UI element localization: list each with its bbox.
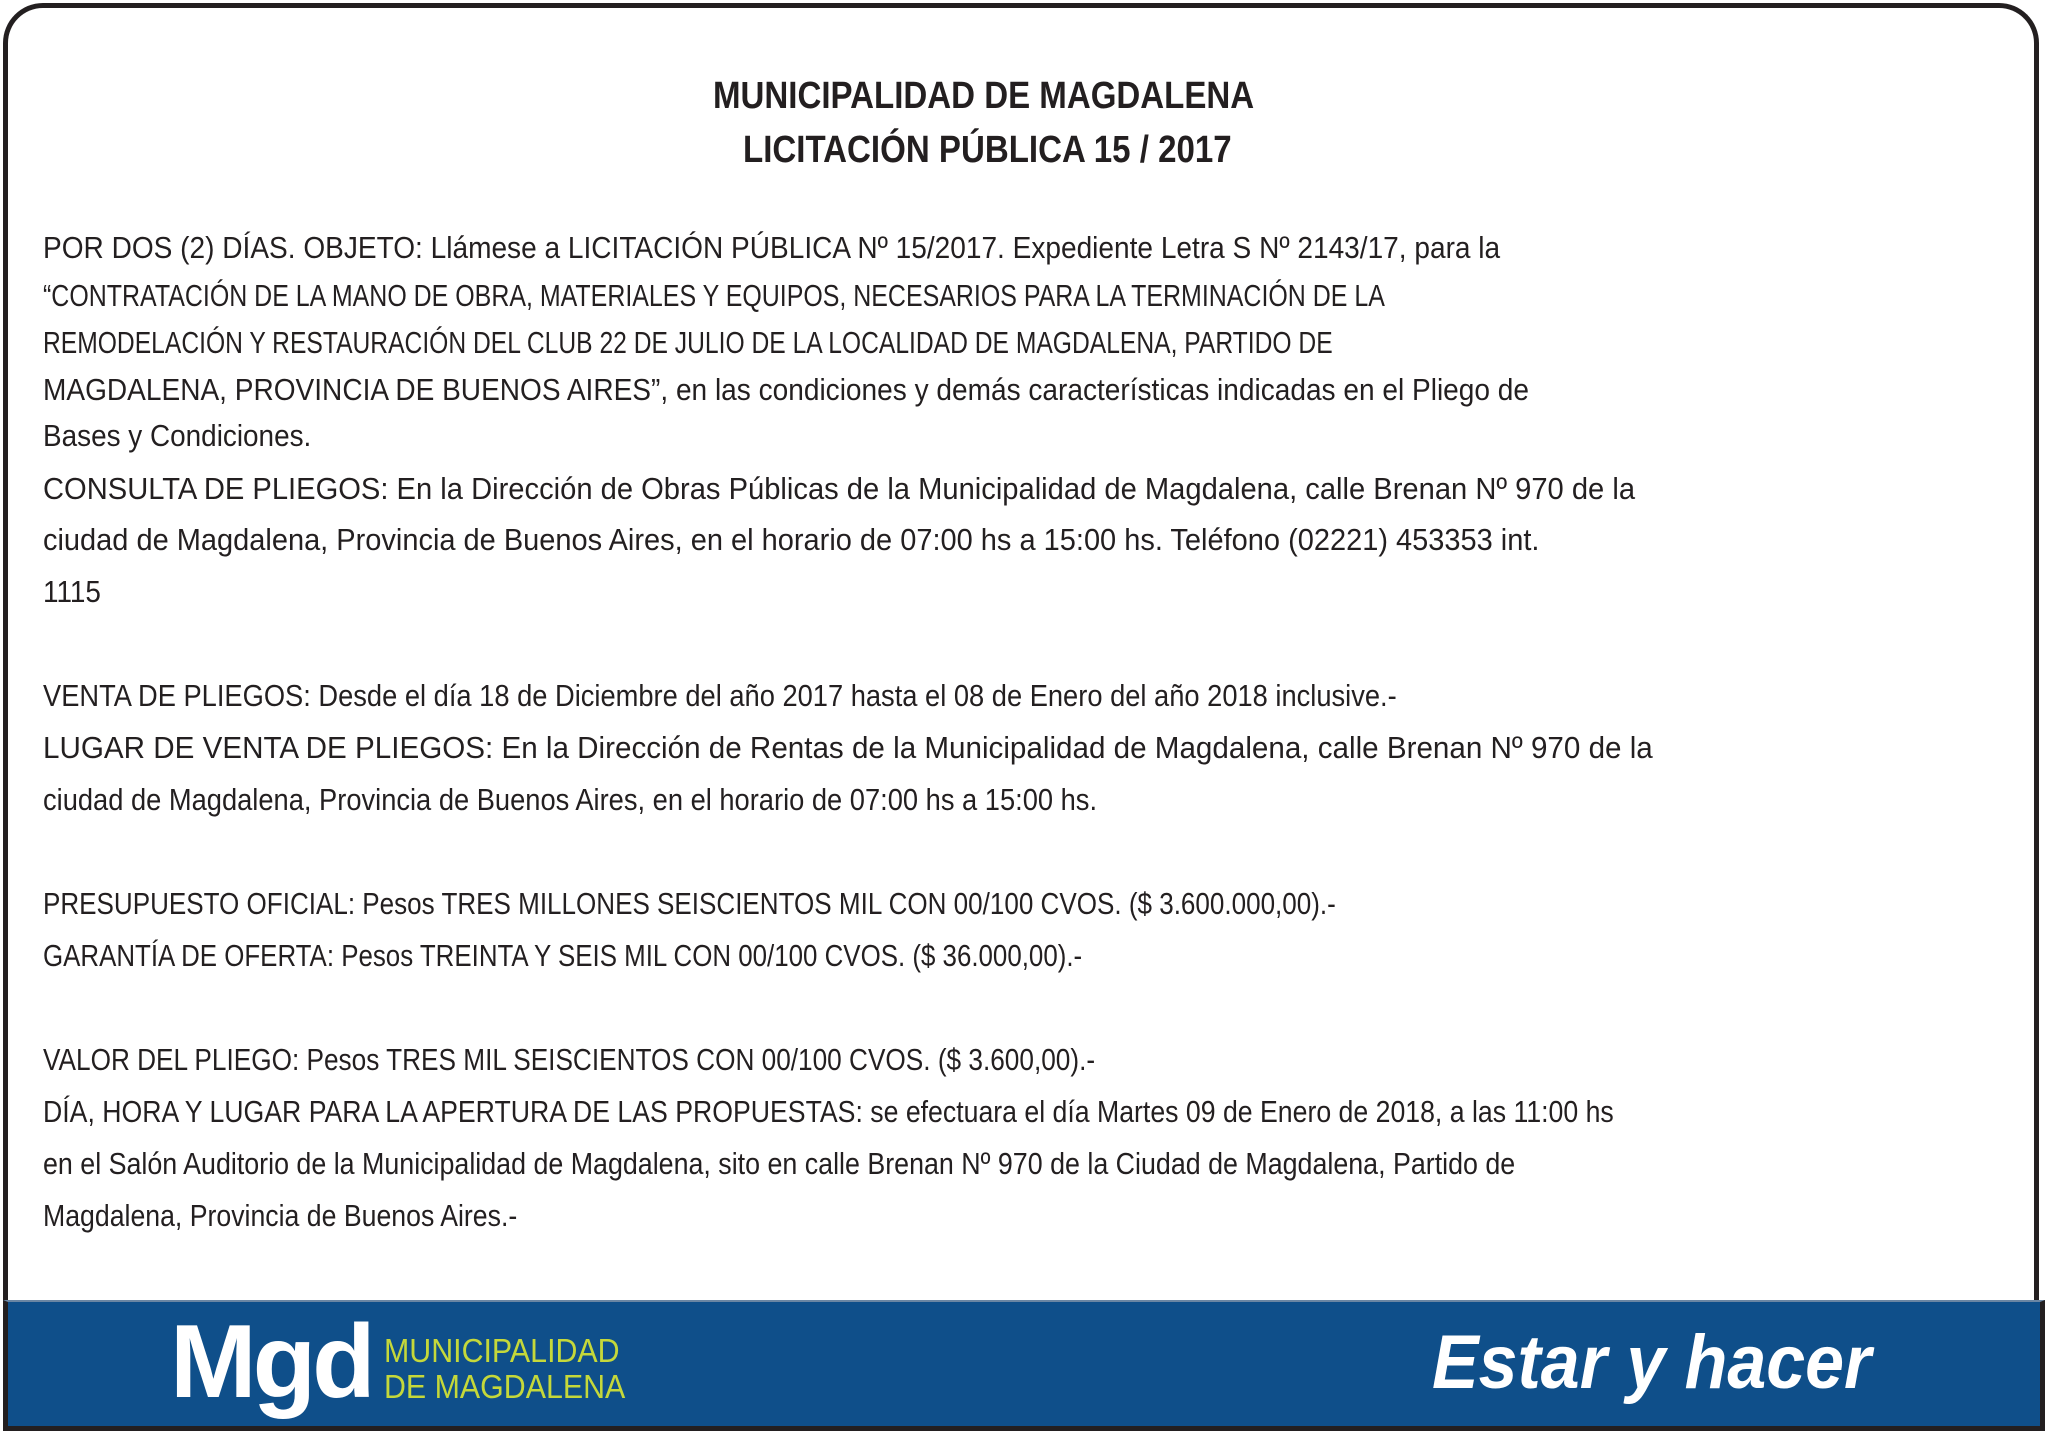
body-line: REMODELACIÓN Y RESTAURACIÓN DEL CLUB 22 DE JULIO DE LA LOCALIDAD DE MAGDALENA, PARTIDO DE (43, 325, 1333, 360)
body-line: “CONTRATACIÓN DE LA MANO DE OBRA, MATERIALES Y EQUIPOS, NECESARIOS PARA LA TERMINACIÓN DE LA (43, 278, 1385, 313)
title-tender-number: LICITACIÓN PÚBLICA 15 / 2017 (743, 129, 1232, 171)
body-line: GARANTÍA DE OFERTA: Pesos TREINTA Y SEIS MIL CON 00/100 CVOS. ($ 36.000,00).- (43, 938, 1083, 973)
logo-text-line2: DE MAGDALENA (384, 1368, 626, 1405)
body-line: Bases y Condiciones. (43, 418, 312, 453)
body-line: POR DOS (2) DÍAS. OBJETO: Llámese a LICITACIÓN PÚBLICA Nº 15/2017. Expediente Letra S Nº 2143/17, para la (43, 230, 1501, 265)
body-line: en el Salón Auditorio de la Municipalidad de Magdalena, sito en calle Brenan Nº 970 de la Ciudad de Magdalena, Partido de (43, 1146, 1516, 1181)
notice-title-line2 (0, 128, 2048, 172)
body-line: ciudad de Magdalena, Provincia de Buenos Aires, en el horario de 07:00 hs a 15:00 hs. Teléfono (02221) 453353 int. (43, 522, 1540, 557)
body-line: PRESUPUESTO OFICIAL: Pesos TRES MILLONES SEISCIENTOS MIL CON 00/100 CVOS. ($ 3.600.000,00).- (43, 886, 1336, 921)
title-municipality: MUNICIPALIDAD DE MAGDALENA (712, 75, 1255, 117)
body-line: VALOR DEL PLIEGO: Pesos TRES MIL SEISCIENTOS CON 00/100 CVOS. ($ 3.600,00).- (43, 1042, 1096, 1077)
body-line: CONSULTA DE PLIEGOS: En la Dirección de Obras Públicas de la Municipalidad de Magdalena, calle Brenan Nº 970 de la (43, 471, 1636, 506)
body-line: LUGAR DE VENTA DE PLIEGOS: En la Dirección de Rentas de la Municipalidad de Magdalena, calle Brenan Nº 970 de la (43, 730, 1653, 765)
slogan: Estar y hacer (1432, 1320, 1872, 1405)
body-line: VENTA DE PLIEGOS: Desde el día 18 de Diciembre del año 2017 hasta el 08 de Enero del año 2018 inclusive.- (43, 678, 1397, 713)
body-line: 1115 (43, 574, 101, 609)
body-line: MAGDALENA, PROVINCIA DE BUENOS AIRES”, en las condiciones y demás características indicadas en el Pliego de (43, 372, 1529, 407)
notice-title-line1 (0, 74, 2048, 118)
municipality-logo-mark: Mgd (170, 1304, 372, 1420)
logo-text-line1: MUNICIPALIDAD (384, 1332, 620, 1369)
body-line: Magdalena, Provincia de Buenos Aires.- (43, 1198, 518, 1233)
body-line: ciudad de Magdalena, Provincia de Buenos Aires, en el horario de 07:00 hs a 15:00 hs. (43, 782, 1098, 817)
body-line: DÍA, HORA Y LUGAR PARA LA APERTURA DE LAS PROPUESTAS: se efectuara el día Martes 09 de Enero de 2018, a las 11:00 hs (43, 1094, 1614, 1129)
